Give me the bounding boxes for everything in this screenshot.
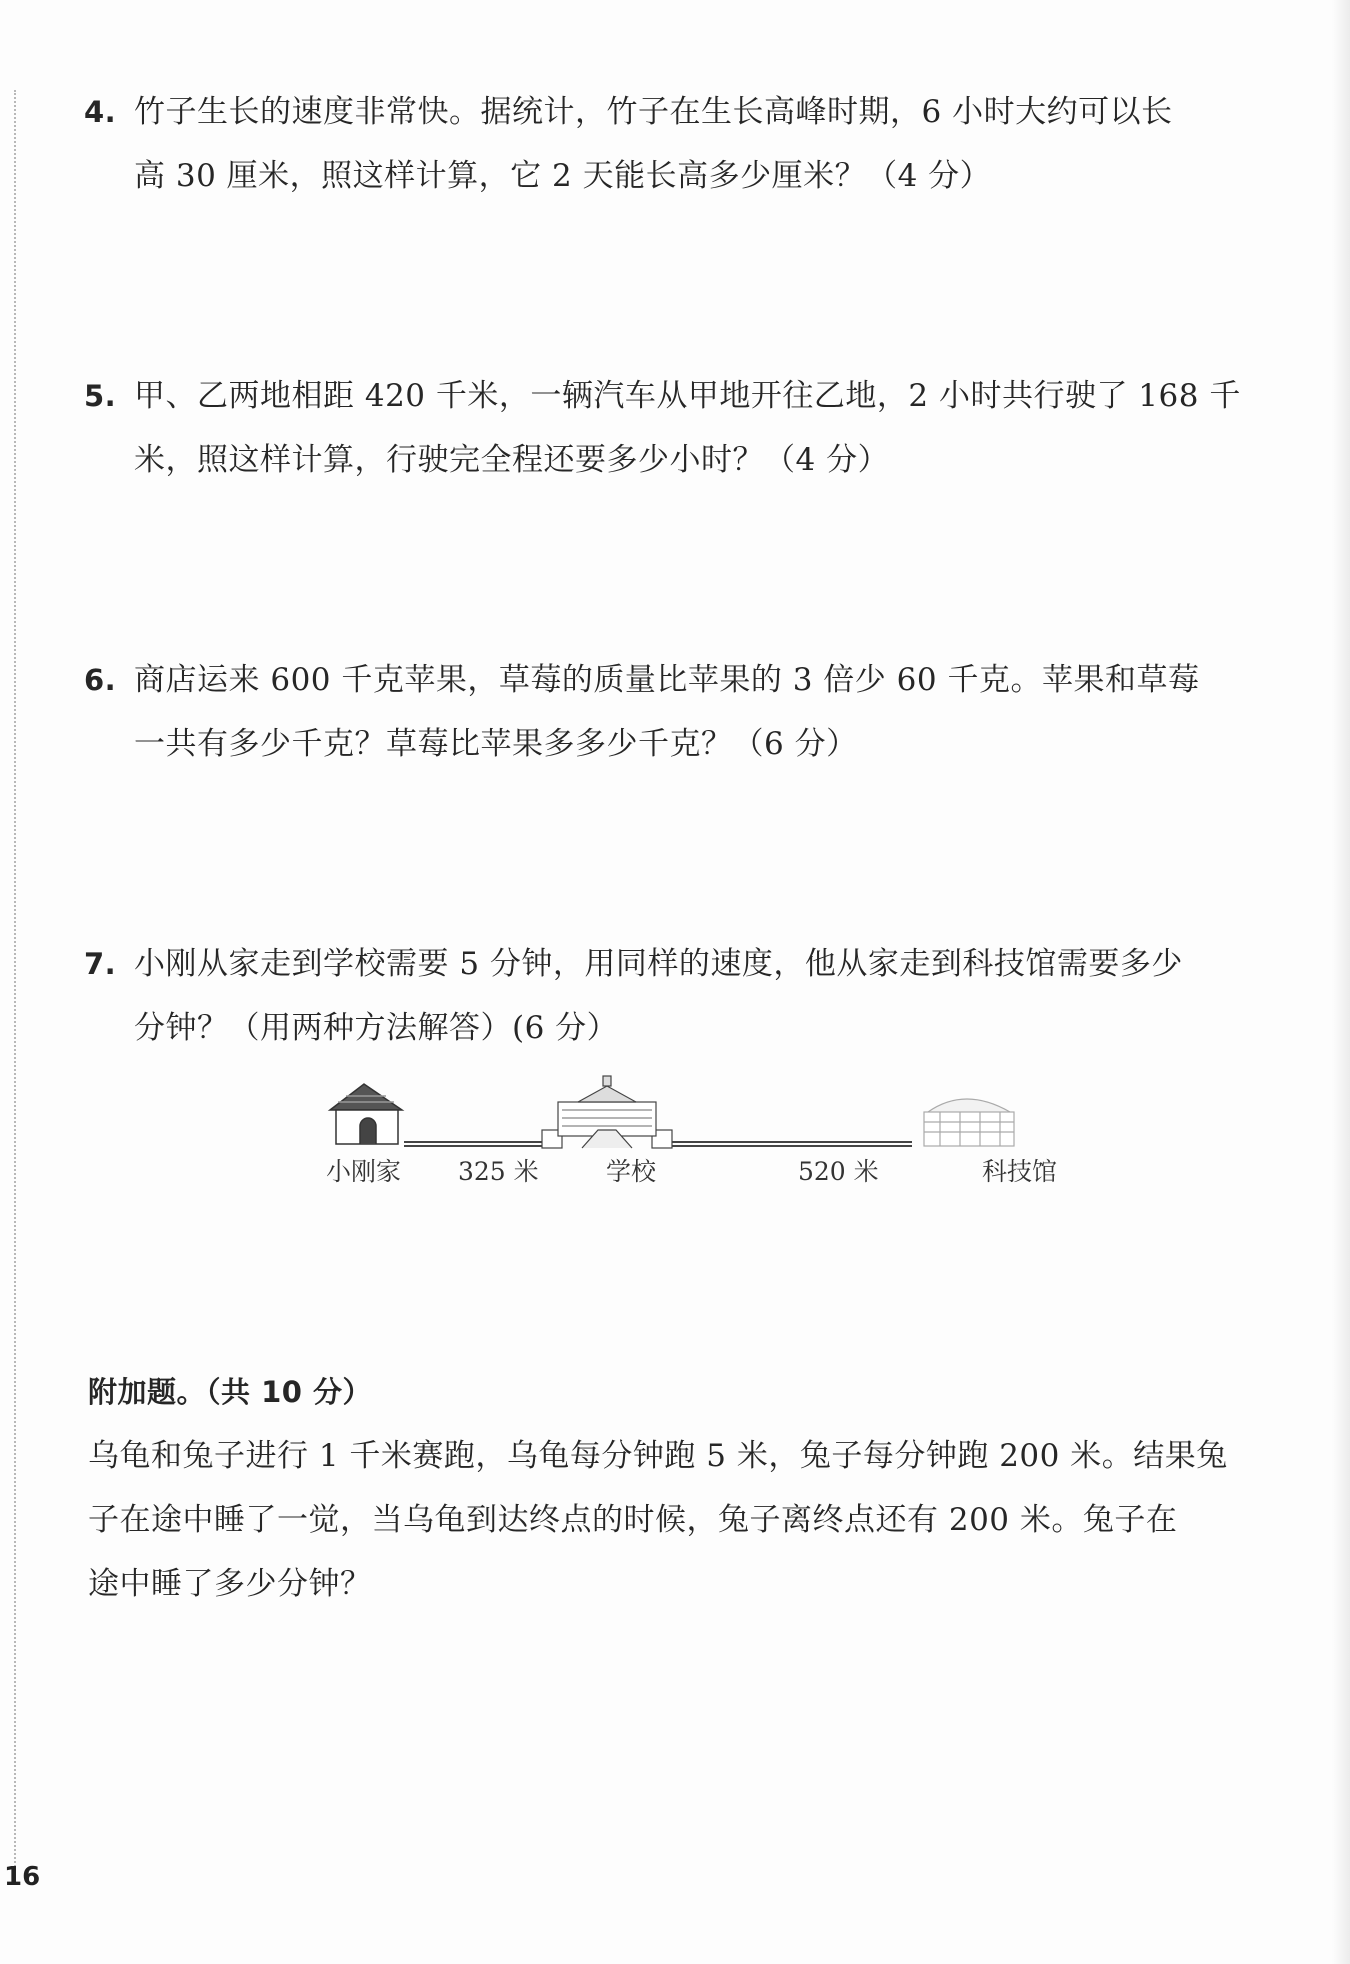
question-text-line: 甲、乙两地相距 420 千米，一辆汽车从甲地开往乙地，2 小时共行驶了 168 千 bbox=[134, 378, 1241, 414]
bonus-text-line: 乌龟和兔子进行 1 千米赛跑，乌龟每分钟跑 5 米，兔子每分钟跑 200 米。结果兔 bbox=[88, 1438, 1228, 1474]
place-label-school: 学校 bbox=[606, 1157, 657, 1186]
question-text-line: 一共有多少千克？草莓比苹果多多少千克？（6 分） bbox=[134, 726, 858, 762]
distance-line-520 bbox=[672, 1142, 912, 1146]
page-number: 16 bbox=[4, 1862, 41, 1892]
distance-label-520: 520 米 bbox=[798, 1157, 879, 1186]
question-7 bbox=[84, 932, 1274, 1060]
route-line-drawing bbox=[320, 1072, 1080, 1152]
bonus-question bbox=[88, 1360, 1278, 1616]
question-text-line: 分钟？（用两种方法解答）(6 分） bbox=[134, 1010, 619, 1046]
question-4 bbox=[84, 80, 1274, 208]
school-icon bbox=[542, 1076, 672, 1148]
question-text-line: 小刚从家走到学校需要 5 分钟，用同样的速度，他从家走到科技馆需要多少 bbox=[134, 946, 1183, 982]
question-number: 7. bbox=[84, 947, 117, 981]
distance-line-325 bbox=[404, 1142, 542, 1146]
question-text-line: 竹子生长的速度非常快。据统计，竹子在生长高峰时期，6 小时大约可以长 bbox=[134, 94, 1173, 130]
place-label-science-museum: 科技馆 bbox=[982, 1157, 1058, 1186]
binding-margin-line bbox=[14, 90, 16, 1870]
science-museum-icon bbox=[924, 1099, 1014, 1146]
distance-label-325: 325 米 bbox=[458, 1157, 539, 1186]
question-number: 6. bbox=[84, 663, 117, 697]
question-number: 4. bbox=[84, 95, 117, 129]
place-label-home: 小刚家 bbox=[326, 1157, 402, 1186]
question-text-line: 高 30 厘米，照这样计算，它 2 天能长高多少厘米？（4 分） bbox=[134, 158, 992, 194]
bonus-title: 附加题。（共 10 分） bbox=[88, 1375, 373, 1409]
question-number: 5. bbox=[84, 379, 117, 413]
bonus-text-line: 途中睡了多少分钟？ bbox=[88, 1566, 372, 1602]
page-edge-shadow bbox=[1332, 0, 1350, 1964]
question-text-line: 米，照这样计算，行驶完全程还要多少小时？（4 分） bbox=[134, 442, 890, 478]
route-diagram bbox=[320, 1072, 1080, 1202]
question-5 bbox=[84, 364, 1274, 492]
bonus-text-line: 子在途中睡了一觉，当乌龟到达终点的时候，兔子离终点还有 200 米。兔子在 bbox=[88, 1502, 1178, 1538]
question-6 bbox=[84, 648, 1274, 776]
question-text-line: 商店运来 600 千克苹果，草莓的质量比苹果的 3 倍少 60 千克。苹果和草莓 bbox=[134, 662, 1200, 698]
house-icon bbox=[330, 1084, 402, 1144]
